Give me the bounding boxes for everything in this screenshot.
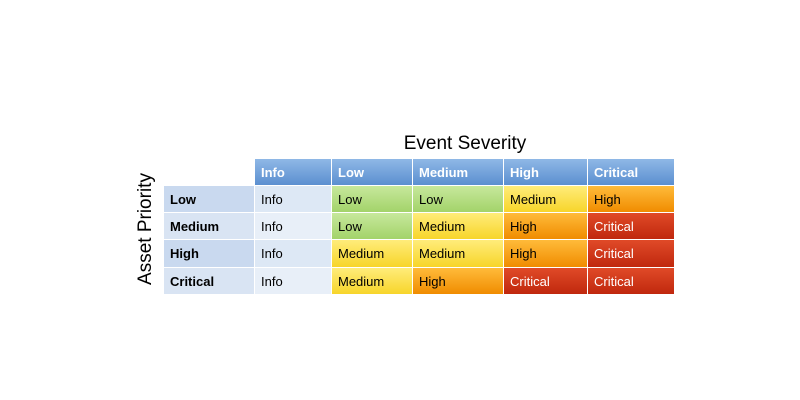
- y-axis-label: Asset Priority: [135, 173, 156, 285]
- row-header-medium: Medium: [164, 213, 255, 240]
- matrix-cell: Low: [332, 213, 413, 240]
- matrix-cell: Medium: [332, 268, 413, 295]
- risk-matrix: [164, 159, 675, 295]
- row-header-high: High: [164, 240, 255, 268]
- column-header-critical: Critical: [588, 159, 675, 186]
- matrix-cell: High: [504, 213, 588, 240]
- matrix-title: Event Severity: [403, 133, 527, 154]
- column-header-medium: Medium: [413, 159, 504, 186]
- matrix-cell: High: [588, 186, 675, 213]
- column-header-low: Low: [332, 159, 413, 186]
- matrix-cell: Critical: [588, 213, 675, 240]
- column-header-high: High: [504, 159, 588, 186]
- column-header-info: Info: [255, 159, 332, 186]
- matrix-cell: Info: [255, 213, 332, 240]
- matrix-cell: High: [413, 268, 504, 295]
- matrix-cell: Medium: [413, 213, 504, 240]
- matrix-cell: Low: [332, 186, 413, 213]
- matrix-cell: Critical: [588, 268, 675, 295]
- matrix-cell: Critical: [504, 268, 588, 295]
- row-header-low: Low: [164, 186, 255, 213]
- matrix-cell: Critical: [588, 240, 675, 268]
- matrix-cell: Info: [255, 268, 332, 295]
- matrix-cell: Info: [255, 186, 332, 213]
- row-header-critical: Critical: [164, 268, 255, 295]
- matrix-cell: Medium: [504, 186, 588, 213]
- matrix-cell: Info: [255, 240, 332, 268]
- matrix-cell: High: [504, 240, 588, 268]
- matrix-cell: Medium: [332, 240, 413, 268]
- matrix-cell: Low: [413, 186, 504, 213]
- matrix-cell: Medium: [413, 240, 504, 268]
- matrix-corner: [164, 159, 255, 186]
